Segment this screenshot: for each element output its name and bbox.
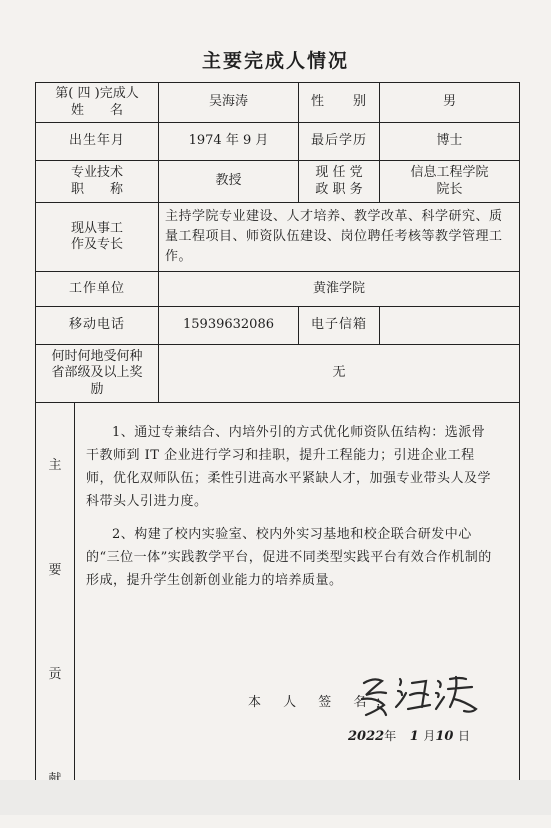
date-month: 1 <box>409 729 419 744</box>
party-post-label-line2: 政 职 务 <box>315 181 363 197</box>
phone-value: 15939632086 <box>159 307 299 345</box>
contrib-paragraph-1: 1、通过专兼结合、内培外引的方式优化师资队伍结构：选派骨干教师到 IT 企业进行学习和挂职，提升工程能力；引进企业工程师，优化双师队伍；柔性引进高水平紧缺人才，加强专业带头人及学科带头人引进力度。 <box>86 425 492 509</box>
edu-label: 最后学历 <box>299 123 380 161</box>
party-post-value-line1: 信息工程学院 <box>410 165 489 181</box>
work-label-line2: 作及专长 <box>70 237 123 252</box>
contrib-side-char: 要 <box>48 562 62 578</box>
party-post-label-line1: 现 任 党 <box>315 165 363 181</box>
prof-title-value: 教授 <box>159 161 299 203</box>
award-label <box>36 345 159 403</box>
signature-date <box>348 729 470 745</box>
handwritten-signature <box>356 669 486 724</box>
birth-label: 出生年月 <box>36 123 159 161</box>
party-post-label <box>299 161 380 203</box>
name-label: 姓 名 <box>70 102 123 118</box>
prof-title-label-line2: 职 称 <box>70 181 123 197</box>
contrib-side-label <box>36 403 74 828</box>
main-contribution-cell <box>36 403 520 785</box>
gender-label: 性 别 <box>299 83 380 123</box>
unit-label: 工作单位 <box>36 272 159 307</box>
contrib-side-char: 贡 <box>48 667 62 683</box>
contrib-side-column <box>36 403 75 784</box>
party-post-value-line2: 院长 <box>436 181 463 197</box>
personnel-form <box>35 82 520 785</box>
award-label-line1: 何时何地受何种 <box>51 349 143 365</box>
work-value: 主持学院专业建设、人才培养、教学改革、科学研究、质量工程项目、师资队伍建设、岗位聘任考核等教学管理工作。 <box>159 203 520 272</box>
award-label-line3: 励 <box>90 381 104 397</box>
signature-image <box>356 669 486 719</box>
prof-title-label <box>36 161 159 203</box>
name-value: 吴海涛 <box>159 83 299 123</box>
page-bottom-shadow <box>0 780 551 815</box>
gender-value: 男 <box>380 83 520 123</box>
date-year-unit: 年 <box>384 729 397 743</box>
page-title: 主要完成人情况 <box>201 50 349 72</box>
date-day-unit: 日 <box>458 729 471 743</box>
prof-title-label-line1: 专业技术 <box>70 165 123 181</box>
edu-value: 博士 <box>380 123 520 161</box>
signature-label: 本 人 签 名： <box>248 695 398 710</box>
contrib-paragraph-2: 2、构建了校内实验室、校内外实习基地和校企联合研发中心的“三位一体”实践教学平台，促进不同类型实践平台有效合作机制的形成，提升学生创新创业能力的培养质量。 <box>86 527 492 588</box>
unit-value: 黄淮学院 <box>159 272 520 307</box>
work-label-line1: 现从事工 <box>70 220 123 236</box>
contrib-side-char: 主 <box>48 458 62 473</box>
email-label: 电子信箱 <box>299 307 380 345</box>
seq-name-label <box>36 83 159 123</box>
work-label <box>36 203 159 272</box>
seq-label: 第( 四 )完成人 <box>55 86 139 102</box>
date-year: 2022 <box>348 729 385 744</box>
phone-label: 移动电话 <box>36 307 159 345</box>
date-day: 10 <box>435 729 454 744</box>
contrib-text <box>86 421 496 592</box>
party-post-value <box>380 161 520 203</box>
award-label-line2: 省部级及以上奖 <box>51 365 143 381</box>
award-value: 无 <box>159 345 520 403</box>
date-month-unit: 月 <box>423 729 436 743</box>
email-value <box>380 307 520 345</box>
birth-value: 1974 年 9 月 <box>159 123 299 161</box>
